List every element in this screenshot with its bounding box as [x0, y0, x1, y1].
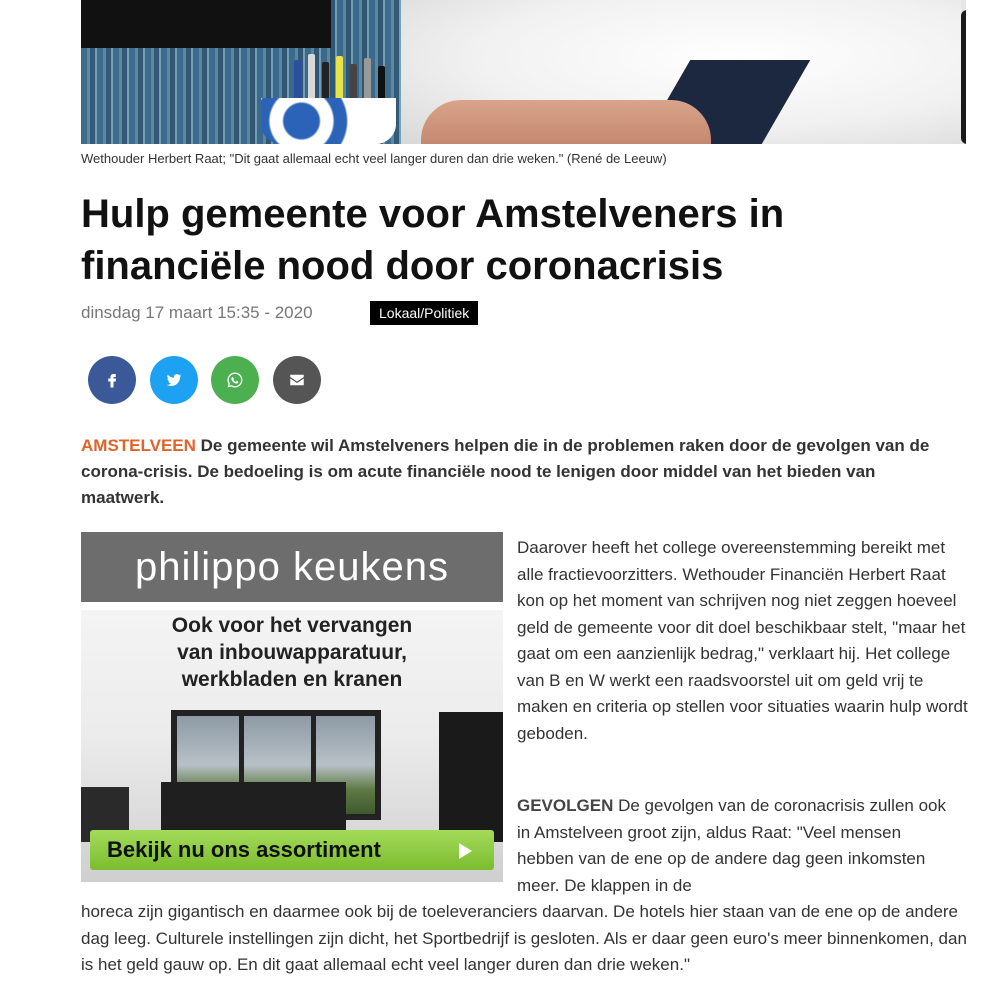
photo-pens: [286, 50, 396, 100]
share-whatsapp-button[interactable]: [211, 356, 259, 404]
article-lead: [81, 433, 941, 511]
ad-cabinet: [439, 712, 503, 842]
ad-divider: [81, 602, 503, 610]
ad-copy-line: Ook voor het vervangen: [171, 614, 413, 637]
twitter-icon: [165, 371, 183, 389]
photo-caption: Wethouder Herbert Raat; "Dit gaat allemaal echt veel langer duren dan drie weken." (René de Leeuw): [81, 151, 667, 166]
play-arrow-icon: [459, 843, 472, 859]
kitchen-advertisement[interactable]: [81, 532, 503, 882]
ad-cta-button[interactable]: [90, 830, 494, 870]
ad-copy: [81, 612, 503, 693]
envelope-icon: [288, 371, 306, 389]
whatsapp-icon: [226, 371, 244, 389]
article-paragraph: Daarover heeft het college overeenstemming bereikt met alle fractievoorzitters. Wethouder Financiën Herbert Raat kon op het moment van schrijven nog niet zeggen hoeveel geld de gemeente voor dit doel beschikbaar stelt, "maar het gaat om een aanzienlijk bedrag," verklaart hij. Het college van B en W werkt een raadsvoorstel uit om geld vrij te maken en criteria op stellen voor situaties waarin hulp wordt geboden.: [517, 538, 968, 743]
ad-copy-line: van inbouwapparatuur,: [177, 641, 407, 664]
photo-pen-cup: [261, 98, 396, 144]
article-paragraph: [517, 793, 957, 899]
facebook-icon: [103, 371, 121, 389]
ad-cta-label: Bekijk nu ons assortiment: [107, 837, 381, 862]
share-twitter-button[interactable]: [150, 356, 198, 404]
lead-text: De gemeente wil Amstelveners helpen die in de problemen raken door de gevolgen van de corona-crisis. De bedoeling is om acute financiële nood te lenigen door middel van het bieden van maatwerk.: [81, 436, 930, 507]
article-paragraph: horeca zijn gigantisch en daarmee ook bij de toeleveranciers daarvan. De hotels hier staan van de ene op de andere dag leeg. Culturele instellingen zijn dicht, het Sportbedrijf is gesloten. Als er daar geen euro's meer binnenkomen, dan is het geld gauw op. En dit gaat allemaal echt veel langer duren dan drie weken.": [81, 902, 967, 974]
share-facebook-button[interactable]: [88, 356, 136, 404]
article-headline: Hulp gemeente voor Amstelveners in financiële nood door coronacrisis: [81, 192, 785, 288]
photo-chair: [961, 10, 966, 144]
ad-copy-line: werkbladen en kranen: [181, 668, 403, 691]
article-date: dinsdag 17 maart 15:35 - 2020: [81, 303, 313, 322]
ad-kitchen-island: [161, 782, 346, 834]
category-tag[interactable]: Lokaal/Politiek: [370, 301, 478, 325]
lead-place: AMSTELVEEN: [81, 436, 196, 455]
paragraph-text: De gevolgen van de coronacrisis zullen ook in Amstelveen groot zijn, aldus Raat: "Veel mensen hebben van de ene op de andere dag geen inkomsten meer. De klappen in de: [517, 796, 946, 895]
share-email-button[interactable]: [273, 356, 321, 404]
article-photo: [81, 0, 966, 144]
ad-brand: philippo keukens: [81, 532, 503, 602]
photo-monitor: [81, 0, 331, 48]
article-subhead: GEVOLGEN: [517, 796, 614, 815]
photo-hands: [421, 100, 711, 144]
